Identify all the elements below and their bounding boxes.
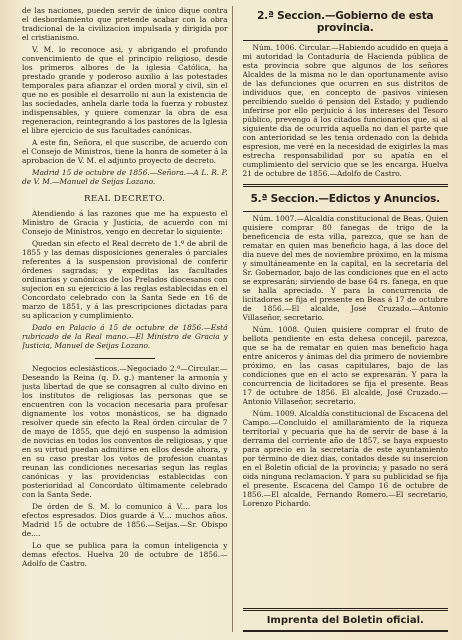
paragraph: Lo que se publica para la comun inteligencia y demas efectos. Huelva 20 de octubre de 1856.—Adolfo de Castro.: [22, 541, 228, 568]
notice-1006: Núm. 1006. Circular.—Habiendo acudido en queja á mi autoridad la Contaduría de Hacienda pública de esta provincia sobre que algunos de los señores Alcaldes de la misma no le dan oportunamente aviso de las defunciones que ocurren en sus distritos de individuos que, en concepto de pasivos viniesen percibiendo sueldo ó pension del Estado; y pudiendo inferirse por ello perjuicio á los intereses del Tesoro público, prevengo á los citados funcionarios que, si al siguiente dia de ocurrida aquella no dan el parte que con anterioridad se les tenia ordenado con la debida espresion, me veré en la necesidad de exigirles la mas estrecha responsabilidad por su apatía en el cumplimiento del servicio que se les encarga. Huelva 21 de octubre de 1856.—Adolfo de Castro.: [242, 43, 448, 178]
paragraph: A este fin, Señora, el que suscribe, de acuerdo con el Consejo de Ministros, tiene la honra de someter á la aprobacion de V. M. el adjunto proyecto de decreto.: [22, 138, 228, 165]
decree-title: REAL DECRETO.: [84, 194, 166, 204]
paragraph: Quedan sin efecto el Real decreto de 1.º de abril de 1855 y las demas disposiciones generales ó parciales referentes á la suspension provisional de conferir órdenes sagradas; y expeditas las facultades ordinarias y canónicas de los Prelados diocesanos con sujecion en su ejercicio á las reglas establecidas en el Concordato celebrado con la Santa Sede en 16 de marzo de 1851, y á las prescripciones dictadas para su aplicacion y cumplimiento.: [22, 239, 228, 320]
signature-line: Madrid 15 de octubre de 1856.—Señora.—A L. R. P. de V. M.—Manuel de Seijas Lozano.: [22, 168, 228, 186]
right-column: [243, 6, 449, 632]
divider: [243, 211, 449, 212]
signature-line: Dado en Palacio á 15 de octubre de 1856.—Está rubricado de la Real mano.—El Ministro de Gracia y Justicia, Manuel de Seijas Lozano.: [22, 323, 228, 350]
divider: [243, 184, 449, 187]
notice-1007: Núm. 1007.—Alcaldía constitucional de Beas. Quien quisiere comprar 80 fanegas de trigo de la beneficencia de esta villa, parezca, que se han de rematar en quien mas beneficio haga, á las doce del dia nueve del mes de noviembre próximo, en la misma y simultáneamente en la capital, en la secretaría del Sr. Gobernador, bajo de las condiciones que en el acto se expresarán; sirviendo de base 64 rs. fanega, en que se halla apreciado. Y para la concurrencia de licitadores se fija el presente en Beas á 17 de octubre de 1856.—El alcalde, José Cruzado.—Antonio Villaseñor, secretario.: [242, 214, 448, 322]
notice-1008: Núm. 1008. Quien quisiere comprar el fruto de bellota pendiente en esta dehesa concejil, parezca, que se ha de rematar en quien mas beneficio haga entre aniceros y ánimas del dia primero de noviembre próximo, en las casas capitulares, bajo de las condiciones que en el acto se expresarán. Y para la concurrencia de licitadores se fija el presente. Beas 17 de octubre de 1856. El alcalde, José Cruzado.—Antonio Villaseñor, secretario.: [242, 325, 448, 406]
section-heading-edictos: 5.ª Seccion.—Edictos y Anuncios.: [250, 193, 440, 205]
divider: [243, 40, 449, 41]
paragraph: Negocios eclesiásticos.—Negociado 2.º—Circular.—Deseando la Reina (q. D. g.) mantener la armonía y justa libertad de que se consagren al culto divino en los institutos de religiosas las personas que se encuentren con la vocacion necesaria para profesar dignamente los votos monásticos, se ha dignado resolver quede sin efecto la Real órden circular de 7 de mayo de 1855, que dejó en suspenso la admision de novicias en todos los conventos de religiosas, y que en su virtud puedan admitirse en ellos desde ahora, y en su caso prestar los votos de profesion cuantas reunan las condiciones necesarias segun las reglas canónicas y las providencias establecidas con posterioridad al Concordato últimamente celebrado con la Santa Sede.: [22, 364, 228, 499]
section-heading-gobierno: 2.ª Seccion.—Gobierno de esta provincia.: [257, 10, 434, 34]
paragraph: V. M. lo reconoce asi, y abrigando el profundo convencimiento de que el principio religioso, desde los primeros albores de la iglesia Católica, ha prestado grande y poderoso auxilio á las potestades temporales para afianzar el orden moral y civil, sin el que no es posible el desarrollo ni aun la existencia de las sociedades, anhela darle toda la fuerza y robustez indispensables, y quiere comenzar la obra de esa regeneracion, reintegrando á los pastores de la Iglesia el libre ejercicio de sus facultades canónicas.: [22, 45, 228, 135]
paragraph: Atendiendo á las razones que me ha expuesto el Ministro de Gracia y Justicia, de acuerdo con mi Consejo de Ministros, vengo en decretar lo siguiente:: [22, 209, 228, 236]
left-column: [22, 6, 233, 632]
divider: [95, 358, 155, 359]
imprint-footer: Imprenta del Boletin oficial.: [243, 608, 449, 632]
notice-1009: Núm. 1009. Alcaldía constitucional de Escacena del Campo.—Concluido el amillaramiento de la riqueza territorial y pecuaria que ha de servir de base á la derrama del corriente año de 1857, se haya expuesto para aprecio en la secretaría de este ayuntamiento por término de diez dias, contados desde su insercion en el Boletin oficial de la provincia; y pasado no será oida ninguna reclamacion. Y para su publicidad se fija el presente. Escacena del Campo 16 de octubre de 1856.—El alcalde, Fernando Romero.—El secretario, Lorenzo Pichardo.: [242, 409, 448, 508]
paragraph: De órden de S. M. lo comunico á V.... para los efectos espresados. Dios guarde á V.... muchos años. Madrid 15 de octubre de 1856.—Seijas.—Sr. Obispo de....: [22, 502, 228, 538]
paragraph: de las naciones, pueden servir de único dique contra el desbordamiento que pretende acabar con la obra tradicional de la civilizacion impulsada y dirigida por el cristianismo.: [22, 6, 228, 42]
